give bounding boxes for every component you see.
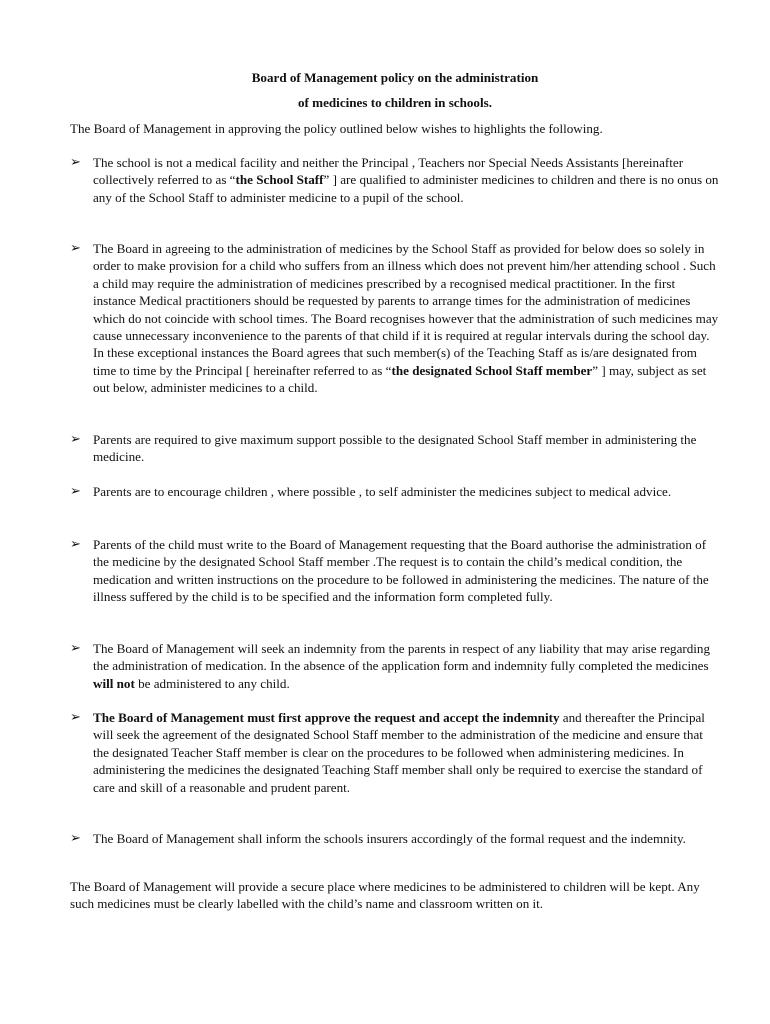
- bullet-text: The Board in agreeing to the administration of medicines by the School Staff as provided for below does so solely in order to make provision for a child who suffers from an illness which does not prevent him/her attending school . Such a child may require the administration of medicines prescribed by a recognised medical practitioner. In the first instance Medical practitioners should be requested by parents to arrange times for the administration of medicines which do not coincide with school times. The Board recognises however that the administration of such medicines may cause unnecessary inconvenience to the parents of that child if it is required at regular intervals during the school day. In these exceptional instances the Board agrees that such member(s) of the Teaching Staff as is/are designated from time to time by the Principal [ hereinafter referred to as “: [93, 241, 719, 378]
- arrow-bullet-icon: ➢: [70, 241, 81, 256]
- arrow-bullet-icon: ➢: [70, 537, 81, 552]
- bullet-item-5: [70, 536, 720, 606]
- bullet-bold-text: the designated School Staff member: [391, 362, 593, 378]
- bullet-item-1: [70, 154, 720, 206]
- arrow-bullet-icon: ➢: [70, 155, 81, 170]
- bullet-bold-text: The Board of Management must first approve the request and accept the indemnity: [93, 710, 560, 725]
- bullet-bold-text: will not: [93, 675, 135, 691]
- arrow-bullet-icon: ➢: [70, 484, 81, 499]
- bullet-item-6: [70, 640, 720, 692]
- bullet-item-2: [70, 240, 720, 397]
- arrow-bullet-icon: ➢: [70, 432, 81, 447]
- arrow-bullet-icon: ➢: [70, 831, 81, 846]
- bullet-item-4: [70, 483, 720, 500]
- bullet-text-continued: be administered to any child.: [134, 675, 290, 691]
- bullet-text: The Board of Management shall inform the schools insurers accordingly of the formal request and the indemnity.: [93, 831, 686, 846]
- bullet-text-continued: and thereafter the Principal will seek the agreement of the designated School Staff member to the administration of the medicine and ensure that the designated Teacher Staff member is clear on the procedures to be followed when administering medicines. In administering the medicines the designated Teaching Staff member shall only be required to exercise the standard of care and skill of a reasonable and prudent parent.: [93, 710, 705, 795]
- bullet-text: Parents of the child must write to the Board of Management requesting that the Board authorise the administration of the medicine by the designated School Staff member .The request is to contain the child’s medical condition, the medication and written instructions on the procedure to be followed in administering the medicines. The nature of the illness suffered by the child is to be specified and the information form completed fully.: [93, 537, 709, 605]
- bullet-item-3: [70, 431, 720, 466]
- bullet-bold-text: the School Staff: [235, 172, 324, 188]
- bullet-text: The school is not a medical facility and neither the Principal , Teachers nor Special Needs Assistants [hereinafter collectively referred to as “: [93, 155, 684, 188]
- arrow-bullet-icon: ➢: [70, 641, 81, 656]
- bullet-text-continued: ” ] are qualified to administer medicines to children and there is no onus on any of the School Staff to administer medicine to a pupil of the school.: [93, 172, 719, 205]
- document-title-line-1: Board of Management policy on the administration: [251, 70, 539, 85]
- bullet-text: The Board of Management will seek an indemnity from the parents in respect of any liability that may arise regarding the administration of medication. In the absence of the application form and indemnity fully completed the medicines: [93, 641, 711, 674]
- bullet-text: Parents are required to give maximum support possible to the designated School Staff member in administering the medicine.: [93, 432, 697, 465]
- arrow-bullet-icon: ➢: [70, 710, 81, 725]
- intro-paragraph: The Board of Management in approving the policy outlined below wishes to highlights the following.: [70, 121, 603, 136]
- document-title-line-2: of medicines to children in schools.: [298, 95, 492, 110]
- bullet-item-8: [70, 830, 720, 847]
- bullet-text-continued: ” ] may, subject as set out below, administer medicines to a child.: [93, 362, 707, 396]
- bullet-text: Parents are to encourage children , where possible , to self administer the medicines subject to medical advice.: [93, 484, 672, 499]
- closing-paragraph: The Board of Management will provide a secure place where medicines to be administered to children will be kept. Any such medicines must be clearly labelled with the child’s name and classroom written on it.: [70, 879, 700, 912]
- bullet-item-7: [70, 709, 720, 796]
